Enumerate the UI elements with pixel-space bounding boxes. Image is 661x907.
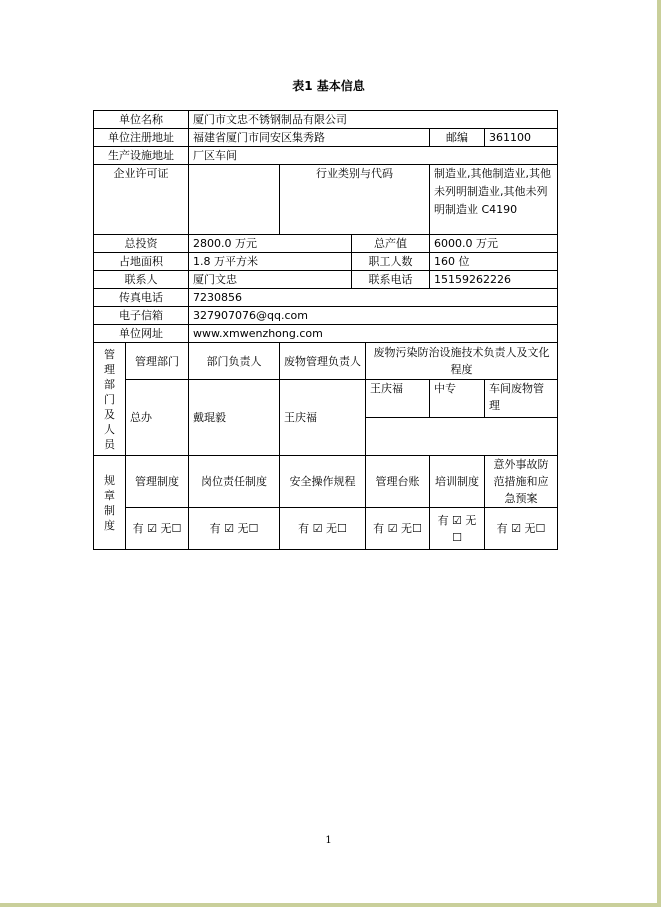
management-section-label: 管理部门及人员 bbox=[94, 343, 126, 456]
output-value: 6000.0 万元 bbox=[430, 235, 558, 253]
website-label: 单位网址 bbox=[94, 325, 189, 343]
contact-label: 联系人 bbox=[94, 271, 189, 289]
rule-header-3: 安全操作规程 bbox=[280, 456, 366, 508]
rule-header-4: 管理台账 bbox=[366, 456, 430, 508]
industry-value: 制造业,其他制造业,其他未列明制造业,其他未列明制造业 C4190 bbox=[430, 165, 558, 235]
waste-head-header: 废物管理负责人 bbox=[280, 343, 366, 380]
investment-label: 总投资 bbox=[94, 235, 189, 253]
rules-section-label: 规章制度 bbox=[94, 456, 126, 550]
facility-address-value: 厂区车间 bbox=[189, 147, 558, 165]
postcode-value: 361100 bbox=[485, 129, 558, 147]
email-label: 电子信箱 bbox=[94, 307, 189, 325]
contact-value: 厦门文忠 bbox=[189, 271, 352, 289]
phone-value: 15159262226 bbox=[430, 271, 558, 289]
tech-education-value: 中专 bbox=[430, 380, 485, 418]
dept-head-header: 部门负责人 bbox=[189, 343, 280, 380]
rule-value-3: 有 ☑ 无☐ bbox=[280, 508, 366, 550]
unit-name-label: 单位名称 bbox=[94, 111, 189, 129]
phone-label: 联系电话 bbox=[352, 271, 430, 289]
tech-duty-value: 车间废物管理 bbox=[485, 380, 558, 418]
rule-value-4: 有 ☑ 无☐ bbox=[366, 508, 430, 550]
facility-address-label: 生产设施地址 bbox=[94, 147, 189, 165]
tech-head-header: 废物污染防治设施技术负责人及文化程度 bbox=[366, 343, 558, 380]
area-value: 1.8 万平方米 bbox=[189, 253, 352, 271]
rule-value-2: 有 ☑ 无☐ bbox=[189, 508, 280, 550]
table-title: 表1 基本信息 bbox=[292, 79, 365, 93]
dept-head-value: 戴琨毅 bbox=[189, 380, 280, 456]
tech-empty-cell bbox=[366, 418, 558, 456]
industry-label: 行业类别与代码 bbox=[280, 165, 430, 235]
staff-label: 职工人数 bbox=[352, 253, 430, 271]
waste-head-value: 王庆福 bbox=[280, 380, 366, 456]
area-label: 占地面积 bbox=[94, 253, 189, 271]
postcode-label: 邮编 bbox=[430, 129, 485, 147]
reg-address-value: 福建省厦门市同安区集秀路 bbox=[189, 129, 430, 147]
staff-value: 160 位 bbox=[430, 253, 558, 271]
fax-label: 传真电话 bbox=[94, 289, 189, 307]
unit-name-value: 厦门市文忠不锈钢制品有限公司 bbox=[189, 111, 558, 129]
reg-address-label: 单位注册地址 bbox=[94, 129, 189, 147]
rule-value-1: 有 ☑ 无☐ bbox=[126, 508, 189, 550]
rule-value-6: 有 ☑ 无☐ bbox=[485, 508, 558, 550]
dept-header: 管理部门 bbox=[126, 343, 189, 380]
fax-value: 7230856 bbox=[189, 289, 558, 307]
website-value: www.xmwenzhong.com bbox=[189, 325, 558, 343]
rule-header-5: 培训制度 bbox=[430, 456, 485, 508]
license-value bbox=[189, 165, 280, 235]
license-label: 企业许可证 bbox=[94, 165, 189, 235]
rule-header-6: 意外事故防范措施和应急预案 bbox=[485, 456, 558, 508]
page-number: 1 bbox=[325, 835, 332, 846]
tech-name-value: 王庆福 bbox=[366, 380, 430, 418]
rule-value-5: 有 ☑ 无☐ bbox=[430, 508, 485, 550]
rule-header-1: 管理制度 bbox=[126, 456, 189, 508]
basic-info-table bbox=[93, 110, 558, 550]
rule-header-2: 岗位责任制度 bbox=[189, 456, 280, 508]
email-value: 327907076@qq.com bbox=[189, 307, 558, 325]
output-label: 总产值 bbox=[352, 235, 430, 253]
dept-value: 总办 bbox=[126, 380, 189, 456]
investment-value: 2800.0 万元 bbox=[189, 235, 352, 253]
